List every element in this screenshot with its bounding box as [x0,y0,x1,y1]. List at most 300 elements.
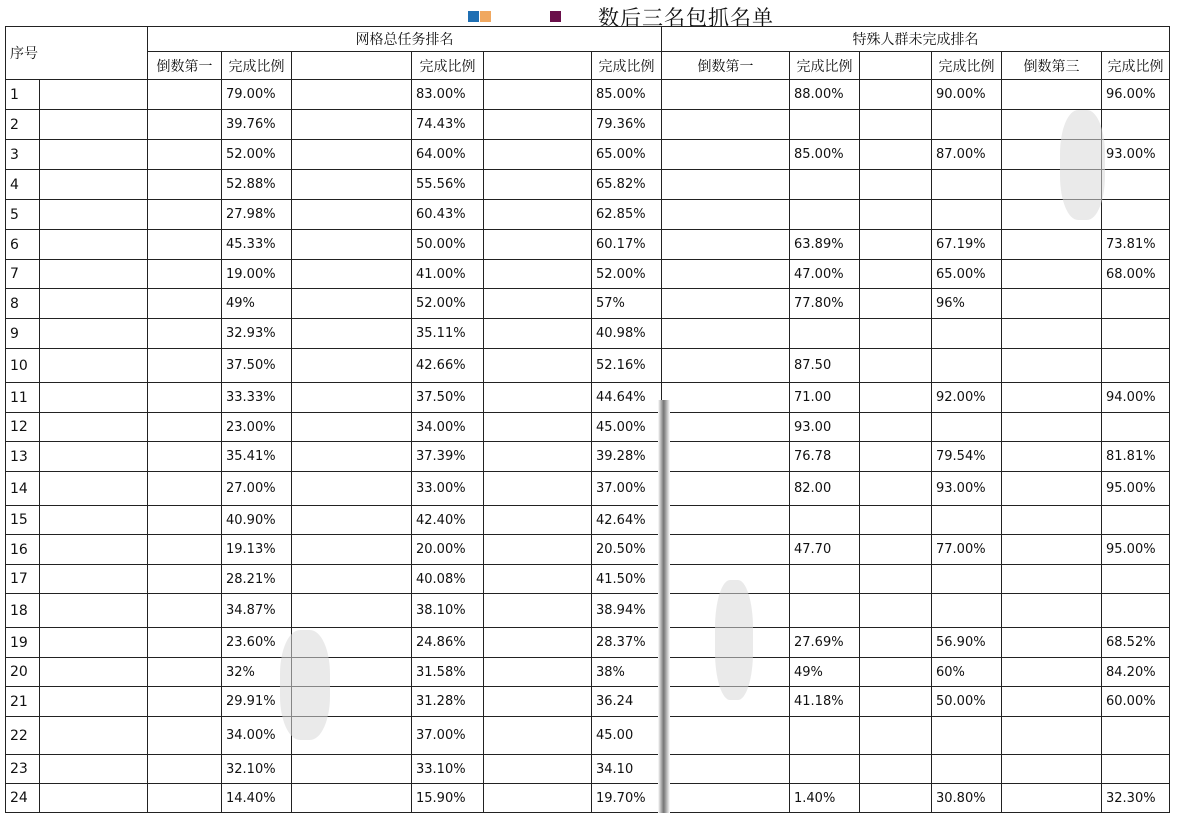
ratio-cell: 65.00% [592,140,662,170]
last3-name [484,628,592,658]
last3-name [1002,260,1102,289]
last1-name [148,628,222,658]
ratio-cell [1102,717,1170,755]
last1-name [662,230,790,260]
ratio-cell: 57% [592,289,662,319]
last3-name [1002,80,1102,110]
ratio-cell: 34.87% [222,594,292,628]
ratio-cell: 19.13% [222,535,292,565]
last3-name [484,200,592,230]
header-row-group [6,27,1170,52]
last1-name [662,383,790,413]
ratio-cell: 52.00% [412,289,484,319]
ratio-cell: 15.90% [412,784,484,813]
ratio-cell: 96% [932,289,1002,319]
ratio-cell: 88.00% [790,80,860,110]
ratio-cell: 37.39% [412,442,484,472]
last3-name [484,442,592,472]
ranking-table [5,26,1170,813]
last2-name [292,565,412,594]
table-row [6,535,1170,565]
ratio-cell [1102,289,1170,319]
ratio-cell: 32.93% [222,319,292,349]
last3-name [1002,319,1102,349]
ratio-cell: 67.19% [932,230,1002,260]
village-name [40,383,148,413]
last1-name [148,565,222,594]
grid-task-rank-header: 网格总任务排名 [148,27,662,52]
village-name [40,628,148,658]
row-index: 12 [6,413,40,442]
last2-name [860,80,932,110]
ratio-cell: 33.33% [222,383,292,413]
ratio-cell [1102,413,1170,442]
ratio-cell [932,170,1002,200]
row-index: 2 [6,110,40,140]
last1-name [662,289,790,319]
ratio-cell [790,110,860,140]
ratio-cell [1102,349,1170,383]
ratio-cell: 35.41% [222,442,292,472]
ratio-cell: 39.28% [592,442,662,472]
last2-name [860,717,932,755]
ratio-cell: 55.56% [412,170,484,200]
ratio-cell [790,506,860,535]
ratio-cell [1102,200,1170,230]
village-name [40,717,148,755]
last1-name [662,349,790,383]
ratio-cell: 93.00% [1102,140,1170,170]
table-row [6,319,1170,349]
ratio-cell: 76.78 [790,442,860,472]
row-index: 7 [6,260,40,289]
last1-name [148,413,222,442]
ratio-cell: 52.16% [592,349,662,383]
table-row [6,594,1170,628]
table-row [6,658,1170,687]
village-name [40,535,148,565]
ratio-cell: 95.00% [1102,472,1170,506]
table-row [6,717,1170,755]
last2-name [860,349,932,383]
last3-name [484,658,592,687]
row-index: 14 [6,472,40,506]
last3-name [484,472,592,506]
last2-name [860,260,932,289]
blur-smudge [280,630,330,740]
ratio-cell: 60.43% [412,200,484,230]
ratio-cell: 93.00% [932,472,1002,506]
last3-name [1002,628,1102,658]
ratio-cell: 35.11% [412,319,484,349]
last3-name [484,687,592,717]
last2-name [292,110,412,140]
last3-name [484,535,592,565]
last2-name [860,200,932,230]
last1-name [662,140,790,170]
last1-name [148,717,222,755]
ratio-cell: 38.10% [412,594,484,628]
last2-name [860,110,932,140]
table-row [6,170,1170,200]
ratio-cell: 42.40% [412,506,484,535]
table-row [6,565,1170,594]
ratio-cell: 77.00% [932,535,1002,565]
ratio-cell: 27.69% [790,628,860,658]
last2-name [292,80,412,110]
ratio-cell: 90.00% [932,80,1002,110]
col-ratio: 完成比例 [412,52,484,80]
ratio-cell: 52.00% [592,260,662,289]
ratio-cell [790,755,860,784]
ratio-cell [932,349,1002,383]
last1-name [148,170,222,200]
ratio-cell: 32% [222,658,292,687]
col-last2 [292,52,412,80]
ratio-cell: 41.50% [592,565,662,594]
ratio-cell: 34.10 [592,755,662,784]
table-row [6,110,1170,140]
last3-name [1002,535,1102,565]
last1-name [148,687,222,717]
row-index: 18 [6,594,40,628]
village-name [40,170,148,200]
ratio-cell: 38.94% [592,594,662,628]
last3-name [1002,413,1102,442]
ratio-cell: 20.50% [592,535,662,565]
last2-name [292,535,412,565]
ratio-cell: 94.00% [1102,383,1170,413]
col-ratio: 完成比例 [932,52,1002,80]
row-index: 3 [6,140,40,170]
ratio-cell: 31.28% [412,687,484,717]
ratio-cell: 36.24 [592,687,662,717]
last2-name [860,658,932,687]
ratio-cell: 83.00% [412,80,484,110]
village-name [40,442,148,472]
last2-name [860,565,932,594]
ratio-cell: 23.00% [222,413,292,442]
last2-name [292,413,412,442]
village-name [40,80,148,110]
last2-name [860,506,932,535]
table-row [6,506,1170,535]
last1-name [148,658,222,687]
last2-name [860,413,932,442]
last1-name [148,110,222,140]
last1-name [148,472,222,506]
last2-name [292,784,412,813]
row-index: 19 [6,628,40,658]
ratio-cell [932,594,1002,628]
last1-name [148,755,222,784]
ratio-cell [1102,594,1170,628]
last2-name [292,230,412,260]
village-name [40,289,148,319]
last2-name [292,319,412,349]
blur-smudge [715,580,753,700]
table-row [6,628,1170,658]
ratio-cell [932,200,1002,230]
last3-name [1002,230,1102,260]
last3-name [484,110,592,140]
ratio-cell: 49% [790,658,860,687]
row-index: 8 [6,289,40,319]
ratio-cell: 77.80% [790,289,860,319]
last3-name [484,383,592,413]
ratio-cell [1102,110,1170,140]
last1-name [662,442,790,472]
ratio-cell: 34.00% [222,717,292,755]
ratio-cell: 40.98% [592,319,662,349]
row-index: 15 [6,506,40,535]
row-index: 21 [6,687,40,717]
table-row [6,260,1170,289]
ratio-cell: 65.82% [592,170,662,200]
last2-name [860,687,932,717]
village-name [40,784,148,813]
table-row [6,230,1170,260]
ratio-cell: 42.64% [592,506,662,535]
row-index: 6 [6,230,40,260]
village-name [40,140,148,170]
ratio-cell: 29.91% [222,687,292,717]
ratio-cell: 60% [932,658,1002,687]
last2-name [292,140,412,170]
ratio-cell: 65.00% [932,260,1002,289]
ratio-cell: 45.33% [222,230,292,260]
last2-name [292,289,412,319]
ratio-cell: 74.43% [412,110,484,140]
last1-name [148,319,222,349]
ratio-cell: 45.00 [592,717,662,755]
ratio-cell: 62.85% [592,200,662,230]
last3-name [484,230,592,260]
redaction-block [480,11,491,22]
last2-name [292,170,412,200]
last3-name [1002,658,1102,687]
ratio-cell [1102,755,1170,784]
last3-name [1002,755,1102,784]
last2-name [860,442,932,472]
ratio-cell: 64.00% [412,140,484,170]
ratio-cell [1102,170,1170,200]
ratio-cell: 60.17% [592,230,662,260]
ratio-cell: 30.80% [932,784,1002,813]
last1-name [662,413,790,442]
last2-name [292,349,412,383]
table-row [6,289,1170,319]
ratio-cell: 63.89% [790,230,860,260]
ratio-cell [1102,506,1170,535]
village-name [40,472,148,506]
ratio-cell [932,110,1002,140]
village-name [40,349,148,383]
ratio-cell: 84.20% [1102,658,1170,687]
last1-name [662,472,790,506]
ratio-cell: 73.81% [1102,230,1170,260]
last2-name [860,289,932,319]
last3-name [484,349,592,383]
table-row [6,200,1170,230]
last1-name [148,200,222,230]
last1-name [662,170,790,200]
row-index: 5 [6,200,40,230]
row-index: 10 [6,349,40,383]
last1-name [148,289,222,319]
last2-name [860,594,932,628]
last3-name [1002,383,1102,413]
last3-name [1002,349,1102,383]
ratio-cell: 27.00% [222,472,292,506]
last1-name [662,784,790,813]
ratio-cell: 23.60% [222,628,292,658]
village-name [40,230,148,260]
ratio-cell: 79.00% [222,80,292,110]
ratio-cell: 82.00 [790,472,860,506]
col-last1: 倒数第一 [148,52,222,80]
last1-name [148,260,222,289]
last1-name [662,535,790,565]
row-index: 24 [6,784,40,813]
last3-name [484,170,592,200]
ratio-cell: 56.90% [932,628,1002,658]
ratio-cell: 32.10% [222,755,292,784]
ratio-cell: 37.50% [222,349,292,383]
row-index: 22 [6,717,40,755]
row-index: 16 [6,535,40,565]
last1-name [148,784,222,813]
ratio-cell: 92.00% [932,383,1002,413]
last1-name [148,442,222,472]
table-row [6,413,1170,442]
ratio-cell: 32.30% [1102,784,1170,813]
ratio-cell: 85.00% [592,80,662,110]
ratio-cell [932,319,1002,349]
ratio-cell: 20.00% [412,535,484,565]
ratio-cell: 33.10% [412,755,484,784]
last3-name [484,413,592,442]
ratio-cell: 28.37% [592,628,662,658]
last3-name [1002,472,1102,506]
ratio-cell [932,755,1002,784]
village-name [40,687,148,717]
last2-name [860,383,932,413]
table-row [6,755,1170,784]
last2-name [292,442,412,472]
ratio-cell: 50.00% [932,687,1002,717]
row-index: 9 [6,319,40,349]
village-name [40,260,148,289]
ratio-cell [790,717,860,755]
last2-name [860,628,932,658]
ratio-cell [1102,565,1170,594]
ratio-cell: 47.70 [790,535,860,565]
blur-smudge [1060,110,1105,220]
ratio-cell [790,200,860,230]
col-ratio: 完成比例 [592,52,662,80]
ratio-cell: 81.81% [1102,442,1170,472]
last3-name [1002,687,1102,717]
last2-name [860,755,932,784]
ratio-cell: 85.00% [790,140,860,170]
last3-name [484,80,592,110]
last2-name [292,260,412,289]
ratio-cell: 34.00% [412,413,484,442]
row-index: 4 [6,170,40,200]
ratio-cell: 37.50% [412,383,484,413]
last1-name [148,80,222,110]
last2-name [860,535,932,565]
ratio-cell: 71.00 [790,383,860,413]
ratio-cell [932,565,1002,594]
ratio-cell: 87.50 [790,349,860,383]
ratio-cell [932,717,1002,755]
ratio-cell [932,413,1002,442]
row-index: 17 [6,565,40,594]
ratio-cell [790,319,860,349]
ratio-cell [790,170,860,200]
ratio-cell: 37.00% [412,717,484,755]
last3-name [484,717,592,755]
ratio-cell: 31.58% [412,658,484,687]
last3-name [1002,289,1102,319]
last2-name [860,230,932,260]
last1-name [662,80,790,110]
ratio-cell: 68.00% [1102,260,1170,289]
ratio-cell [1102,319,1170,349]
col-last1: 倒数第一 [662,52,790,80]
redaction-block [550,11,561,22]
page-title: 数后三名包抓名单 [598,6,774,30]
village-name [40,200,148,230]
header-row-columns [6,52,1170,80]
table-row [6,687,1170,717]
ratio-cell: 79.54% [932,442,1002,472]
ratio-cell: 52.88% [222,170,292,200]
last1-name [662,319,790,349]
ratio-cell: 24.86% [412,628,484,658]
col-ratio: 完成比例 [1102,52,1170,80]
ratio-cell: 49% [222,289,292,319]
last2-name [292,755,412,784]
ratio-cell: 41.18% [790,687,860,717]
ratio-cell: 40.90% [222,506,292,535]
ratio-cell: 50.00% [412,230,484,260]
village-name [40,565,148,594]
ratio-cell: 44.64% [592,383,662,413]
row-index: 11 [6,383,40,413]
row-index: 23 [6,755,40,784]
last3-name [484,319,592,349]
last3-name [1002,565,1102,594]
ratio-cell: 28.21% [222,565,292,594]
table-row [6,349,1170,383]
last3-name [484,565,592,594]
row-index: 1 [6,80,40,110]
col-ratio: 完成比例 [222,52,292,80]
ratio-cell: 33.00% [412,472,484,506]
ratio-cell [790,565,860,594]
last1-name [148,535,222,565]
ratio-cell: 60.00% [1102,687,1170,717]
ratio-cell: 27.98% [222,200,292,230]
ratio-cell: 40.08% [412,565,484,594]
village-name [40,413,148,442]
row-index: 13 [6,442,40,472]
last2-name [292,506,412,535]
last1-name [148,594,222,628]
